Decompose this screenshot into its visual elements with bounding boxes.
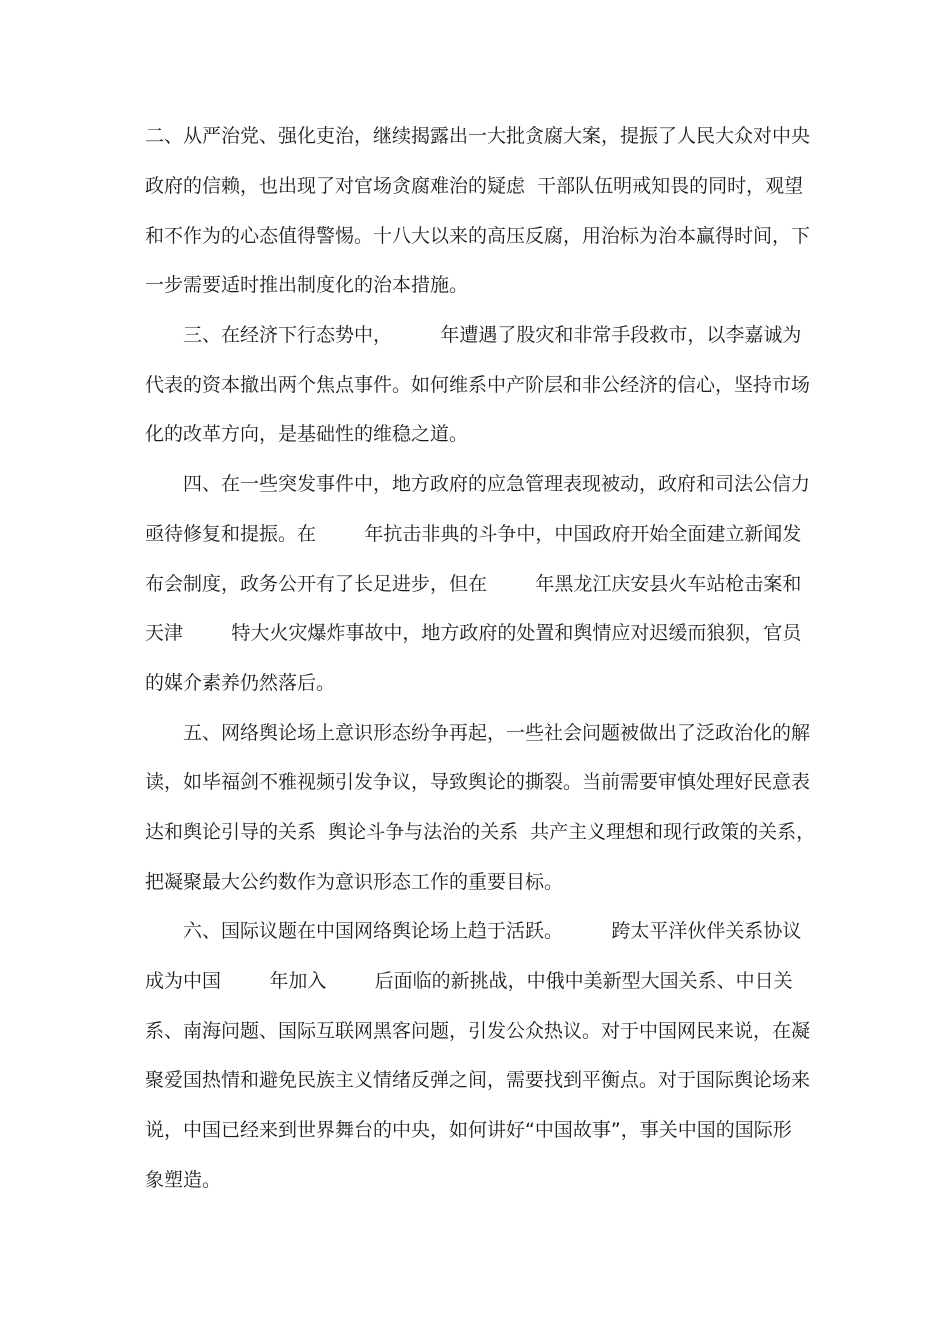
text-line: 一步需要适时推出制度化的治本措施。 <box>145 274 469 296</box>
text-line: 的媒介素养仍然落后。 <box>145 672 336 694</box>
text-line: 象塑造。 <box>145 1169 222 1191</box>
text-line: 五、网络舆论场上意识形态纷争再起，一些社会问题被做出了泛政治化的解 <box>183 722 811 744</box>
text-line: 成为中国 年加入 后面临的新挑战，中俄中美新型大国关系、中日关 <box>145 970 793 992</box>
text-line: 系、南海问题、国际互联网黑客问题，引发公众热议。对于中国网民来说，在凝 <box>145 1020 811 1042</box>
text-line: 三、在经济下行态势中， 年遭遇了股灾和非常手段救市，以李嘉诚为 <box>183 324 802 346</box>
text-line: 化的改革方向，是基础性的维稳之道。 <box>145 423 469 445</box>
text-line: 天津 特大火灾爆炸事故中，地方政府的处置和舆情应对迟缓而狼狈，官员 <box>145 622 802 644</box>
text-line: 四、在一些突发事件中，地方政府的应急管理表现被动，政府和司法公信力 <box>183 473 811 495</box>
text-line: 布会制度，政务公开有了长足进步，但在 年黑龙江庆安县火车站枪击案和 <box>145 573 802 595</box>
text-line: 六、国际议题在中国网络舆论场上趋于活跃。 跨太平洋伙伴关系协议 <box>183 920 802 942</box>
text-line: 和不作为的心态值得警惕。十八大以来的高压反腐，用治标为治本赢得时间，下 <box>145 225 811 247</box>
text-line: 把凝聚最大公约数作为意识形态工作的重要目标。 <box>145 871 564 893</box>
text-line: 亟待修复和提振。在 年抗击非典的斗争中，中国政府开始全面建立新闻发 <box>145 523 802 545</box>
text-line: 二、从严治党、强化吏治，继续揭露出一大批贪腐大案，提振了人民大众对中央 <box>145 125 811 147</box>
text-line: 读，如毕福剑不雅视频引发争议，导致舆论的撕裂。当前需要审慎处理好民意表 <box>145 771 811 793</box>
text-line: 代表的资本撤出两个焦点事件。如何维系中产阶层和非公经济的信心，坚持市场 <box>145 374 811 396</box>
text-line: 聚爱国热情和避免民族主义情绪反弹之间，需要找到平衡点。对于国际舆论场来 <box>145 1069 811 1091</box>
text-line: 说，中国已经来到世界舞台的中央，如何讲好“中国故事”，事关中国的国际形 <box>145 1119 792 1141</box>
text-line: 政府的信赖，也出现了对官场贪腐难治的疑虑 干部队伍明戒知畏的同时，观望 <box>145 175 804 197</box>
text-line: 达和舆论引导的关系 舆论斗争与法治的关系 共产主义理想和现行政策的关系， <box>145 821 816 843</box>
